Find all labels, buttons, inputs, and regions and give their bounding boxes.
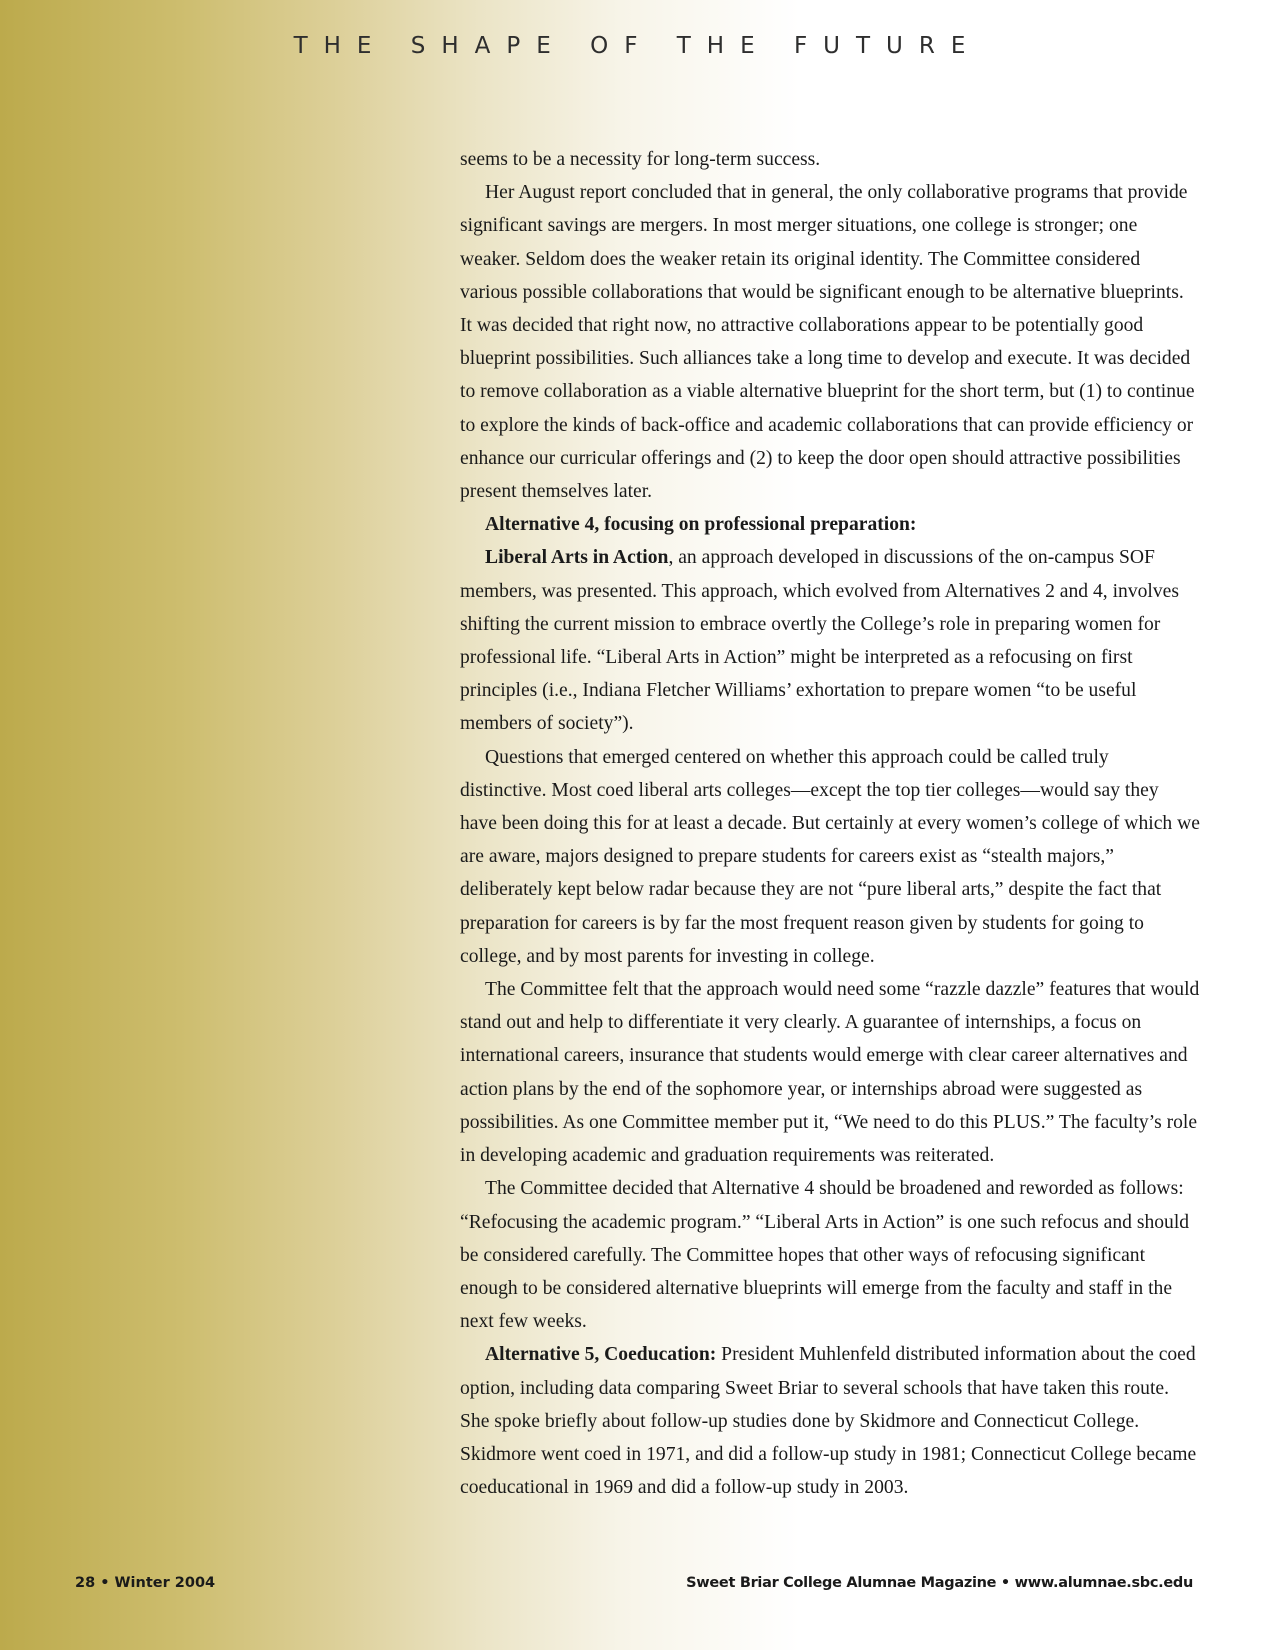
paragraph-5: Questions that emerged centered on whether this approach could be called truly distinctive. Most coed liberal arts colleges—except the top tier colleges—would say they have been doing this for at least a decade. But certainly at every women’s college of which we are aware, majors designed to prepare students for careers exist as “stealth majors,” deliberately kept below radar because they are not “pure liberal arts,” despite the fact that preparation for careers is by far the most frequent reason given by students for going to college, and by most parents for investing in college. bbox=[460, 746, 1200, 967]
footer-page-number: 28 • Winter 2004 bbox=[75, 1575, 216, 1591]
paragraph-8-text: President Muhlenfeld distributed information about the coed option, including data comparing Sweet Briar to several schools that have taken this route. She spoke briefly about follow-up studies done by Skidmore and Connecticut College. Skidmore went coed in 1971, and did a follow-up study in 1981; Connecticut College became coeducational in 1969 and did a follow-up study in 2003. bbox=[460, 1344, 1197, 1499]
paragraph-7: The Committee decided that Alternative 4 should be broadened and reworded as follows: “Refocusing the academic program.” “Liberal Arts in Action” is one such refocus and should be considered carefully. The Committee hopes that other ways of refocusing significant enough to be considered alternative blueprints will emerge from the faculty and staff in the next few weeks. bbox=[460, 1178, 1190, 1333]
paragraph-3 bbox=[460, 508, 1200, 541]
article-body bbox=[460, 143, 1200, 1504]
paragraph-4-text: , an approach developed in discussions of the on-campus SOF members, was presented. This approach, which evolved from Alternatives 2 and 4, involves shifting the current mission to embrace overtly the College’s role in preparing women for professional life. “Liberal Arts in Action” might be interpreted as a refocusing on first principles (i.e., Indiana Fletcher Williams’ exhortation to prepare women “to be useful members of society”). bbox=[460, 547, 1179, 735]
footer-publication: Sweet Briar College Alumnae Magazine • www.alumnae.sbc.edu bbox=[686, 1575, 1193, 1591]
section-heading-alternative-5: Alternative 5, Coeducation: bbox=[485, 1344, 717, 1366]
paragraph-8 bbox=[460, 1338, 1200, 1504]
paragraph-1: seems to be a necessity for long-term success. bbox=[460, 149, 821, 170]
running-title: THE SHAPE OF THE FUTURE bbox=[293, 33, 982, 59]
paragraph-4 bbox=[460, 541, 1200, 740]
lead-phrase-liberal-arts-in-action: Liberal Arts in Action bbox=[485, 547, 669, 569]
paragraph-6: The Committee felt that the approach would need some “razzle dazzle” features that would stand out and help to differentiate it very clearly. A guarantee of internships, a focus on international careers, insurance that students would emerge with clear career alternatives and action plans by the end of the sophomore year, or internships abroad were suggested as possibilities. As one Committee member put it, “We need to do this PLUS.” The faculty’s role in developing academic and graduation requirements was reiterated. bbox=[460, 979, 1200, 1167]
section-heading-alternative-4: Alternative 4, focusing on professional preparation: bbox=[485, 514, 917, 536]
paragraph-2: Her August report concluded that in general, the only collaborative programs that provide significant savings are mergers. In most merger situations, one college is stronger; one weaker. Seldom does the weaker retain its original identity. The Committee considered various possible collaborations that would be significant enough to be alternative blueprints. It was decided that right now, no attractive collaborations appear to be potentially good blueprint possibilities. Such alliances take a long time to develop and execute. It was decided to remove collaboration as a viable alternative blueprint for the short term, but (1) to continue to explore the kinds of back-office and academic collaborations that can provide efficiency or enhance our curricular offerings and (2) to keep the door open should attractive possibilities present themselves later. bbox=[460, 182, 1195, 503]
